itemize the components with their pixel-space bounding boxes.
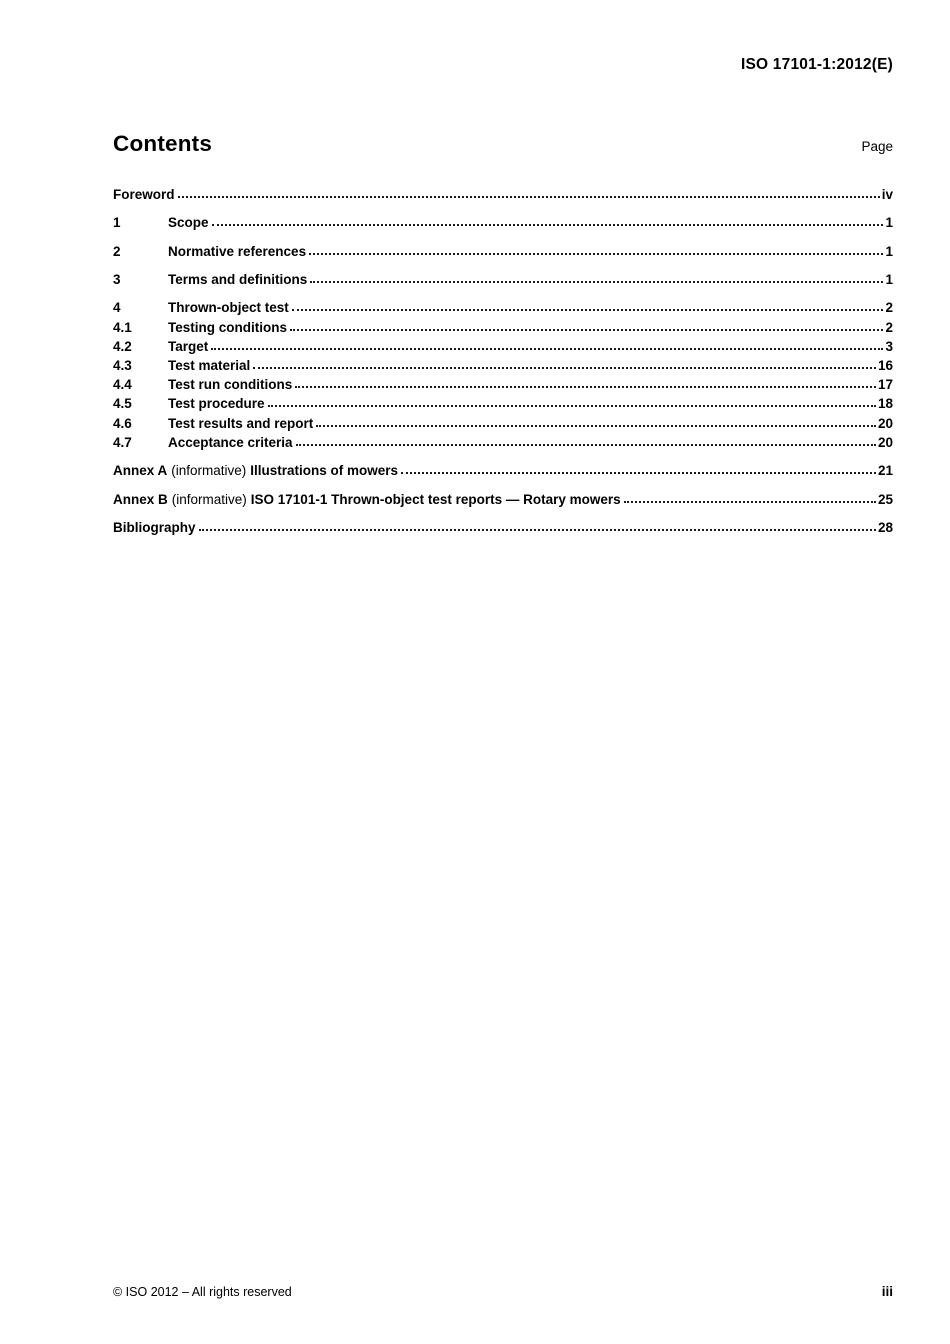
toc-entry-page: 18 (877, 396, 893, 412)
toc-entry-acceptance-criteria[interactable] (113, 431, 893, 450)
toc-entry-page: 1 (885, 272, 893, 288)
leader-dots (211, 348, 883, 350)
toc-entry-label: Test material (168, 358, 251, 374)
toc-entry-label: Thrown-object test (168, 300, 289, 316)
toc-entry-label: Target (168, 338, 209, 354)
toc-entry-number: 4.6 (113, 415, 132, 431)
toc-entry-number: 1 (113, 215, 121, 231)
toc-entry-page: 1 (885, 243, 893, 259)
toc-entry-annex-a[interactable] (113, 459, 893, 478)
toc-entry-foreword[interactable] (113, 183, 893, 202)
toc-entry-page: 16 (877, 358, 893, 374)
toc-entry-test-results-and-report[interactable] (113, 411, 893, 430)
toc-entry-page: 17 (877, 377, 893, 393)
page-column-label: Page (861, 139, 893, 154)
leader-dots (268, 405, 876, 407)
folio-page-number: iii (881, 1284, 893, 1299)
toc-entry-number: 4.7 (113, 434, 132, 450)
leader-dots (296, 444, 876, 446)
toc-entry-testing-conditions[interactable] (113, 315, 893, 334)
toc-entry-page: 2 (885, 300, 893, 316)
toc-entry-label: Test run conditions (168, 377, 293, 393)
toc-entry-test-material[interactable] (113, 354, 893, 373)
toc-entry-number: 4.3 (113, 358, 132, 374)
toc-entry-label: Acceptance criteria (168, 434, 293, 450)
leader-dots (309, 253, 883, 255)
leader-dots (310, 281, 883, 283)
leader-dots (295, 386, 876, 388)
contents-heading: Contents (113, 131, 213, 156)
toc-entry-thrown-object-test[interactable] (113, 296, 893, 315)
toc-entry-number: 4.4 (113, 377, 132, 393)
toc-entry-number: 4 (113, 300, 121, 316)
table-of-contents (113, 183, 893, 535)
toc-annex-qualifier: (informative) (171, 491, 247, 507)
leader-dots (253, 367, 876, 369)
document-reference: ISO 17101-1:2012(E) (741, 56, 893, 73)
toc-entry-target[interactable] (113, 335, 893, 354)
toc-entry-label: ISO 17101-1 Thrown-object test reports — Rotary mowers (250, 491, 621, 507)
toc-entry-number: 2 (113, 243, 121, 259)
toc-entry-page: iv (881, 186, 893, 202)
toc-entry-label: Bibliography (113, 519, 196, 535)
toc-entry-label: Illustrations of mowers (250, 463, 399, 479)
leader-dots (199, 529, 876, 531)
page-footer (113, 1284, 893, 1299)
toc-entry-label: Foreword (113, 186, 175, 202)
toc-entry-label: Test procedure (168, 396, 265, 412)
toc-annex-qualifier: (informative) (171, 463, 247, 479)
toc-entry-test-procedure[interactable] (113, 392, 893, 411)
toc-entry-bibliography[interactable] (113, 516, 893, 535)
leader-dots (401, 472, 876, 474)
toc-entry-terms-and-definitions[interactable] (113, 268, 893, 287)
toc-annex-prefix: Annex B (113, 491, 168, 507)
toc-entry-page: 28 (877, 519, 893, 535)
leader-dots (212, 224, 884, 226)
toc-entry-label: Scope (168, 215, 209, 231)
leader-dots (178, 196, 880, 198)
toc-entry-scope[interactable] (113, 211, 893, 230)
contents-header (113, 131, 893, 157)
toc-entry-number: 4.1 (113, 319, 132, 335)
toc-entry-page: 2 (885, 319, 893, 335)
toc-entry-label: Test results and report (168, 415, 314, 431)
toc-entry-page: 25 (877, 491, 893, 507)
toc-entry-test-run-conditions[interactable] (113, 373, 893, 392)
toc-annex-prefix: Annex A (113, 463, 168, 479)
toc-entry-number: 4.5 (113, 396, 132, 412)
leader-dots (292, 309, 884, 311)
toc-entry-number: 3 (113, 272, 121, 288)
leader-dots (290, 329, 883, 331)
leader-dots (624, 501, 876, 503)
toc-entry-label: Terms and definitions (168, 272, 308, 288)
toc-entry-normative-references[interactable] (113, 240, 893, 259)
toc-entry-label: Testing conditions (168, 319, 287, 335)
toc-entry-annex-b[interactable] (113, 487, 893, 506)
toc-entry-page: 1 (885, 215, 893, 231)
leader-dots (316, 425, 876, 427)
toc-entry-label: Normative references (168, 243, 307, 259)
toc-entry-page: 21 (877, 463, 893, 479)
toc-entry-number: 4.2 (113, 338, 132, 354)
toc-entry-page: 20 (877, 434, 893, 450)
copyright-notice: © ISO 2012 – All rights reserved (113, 1285, 292, 1299)
toc-entry-page: 3 (885, 338, 893, 354)
toc-entry-page: 20 (877, 415, 893, 431)
